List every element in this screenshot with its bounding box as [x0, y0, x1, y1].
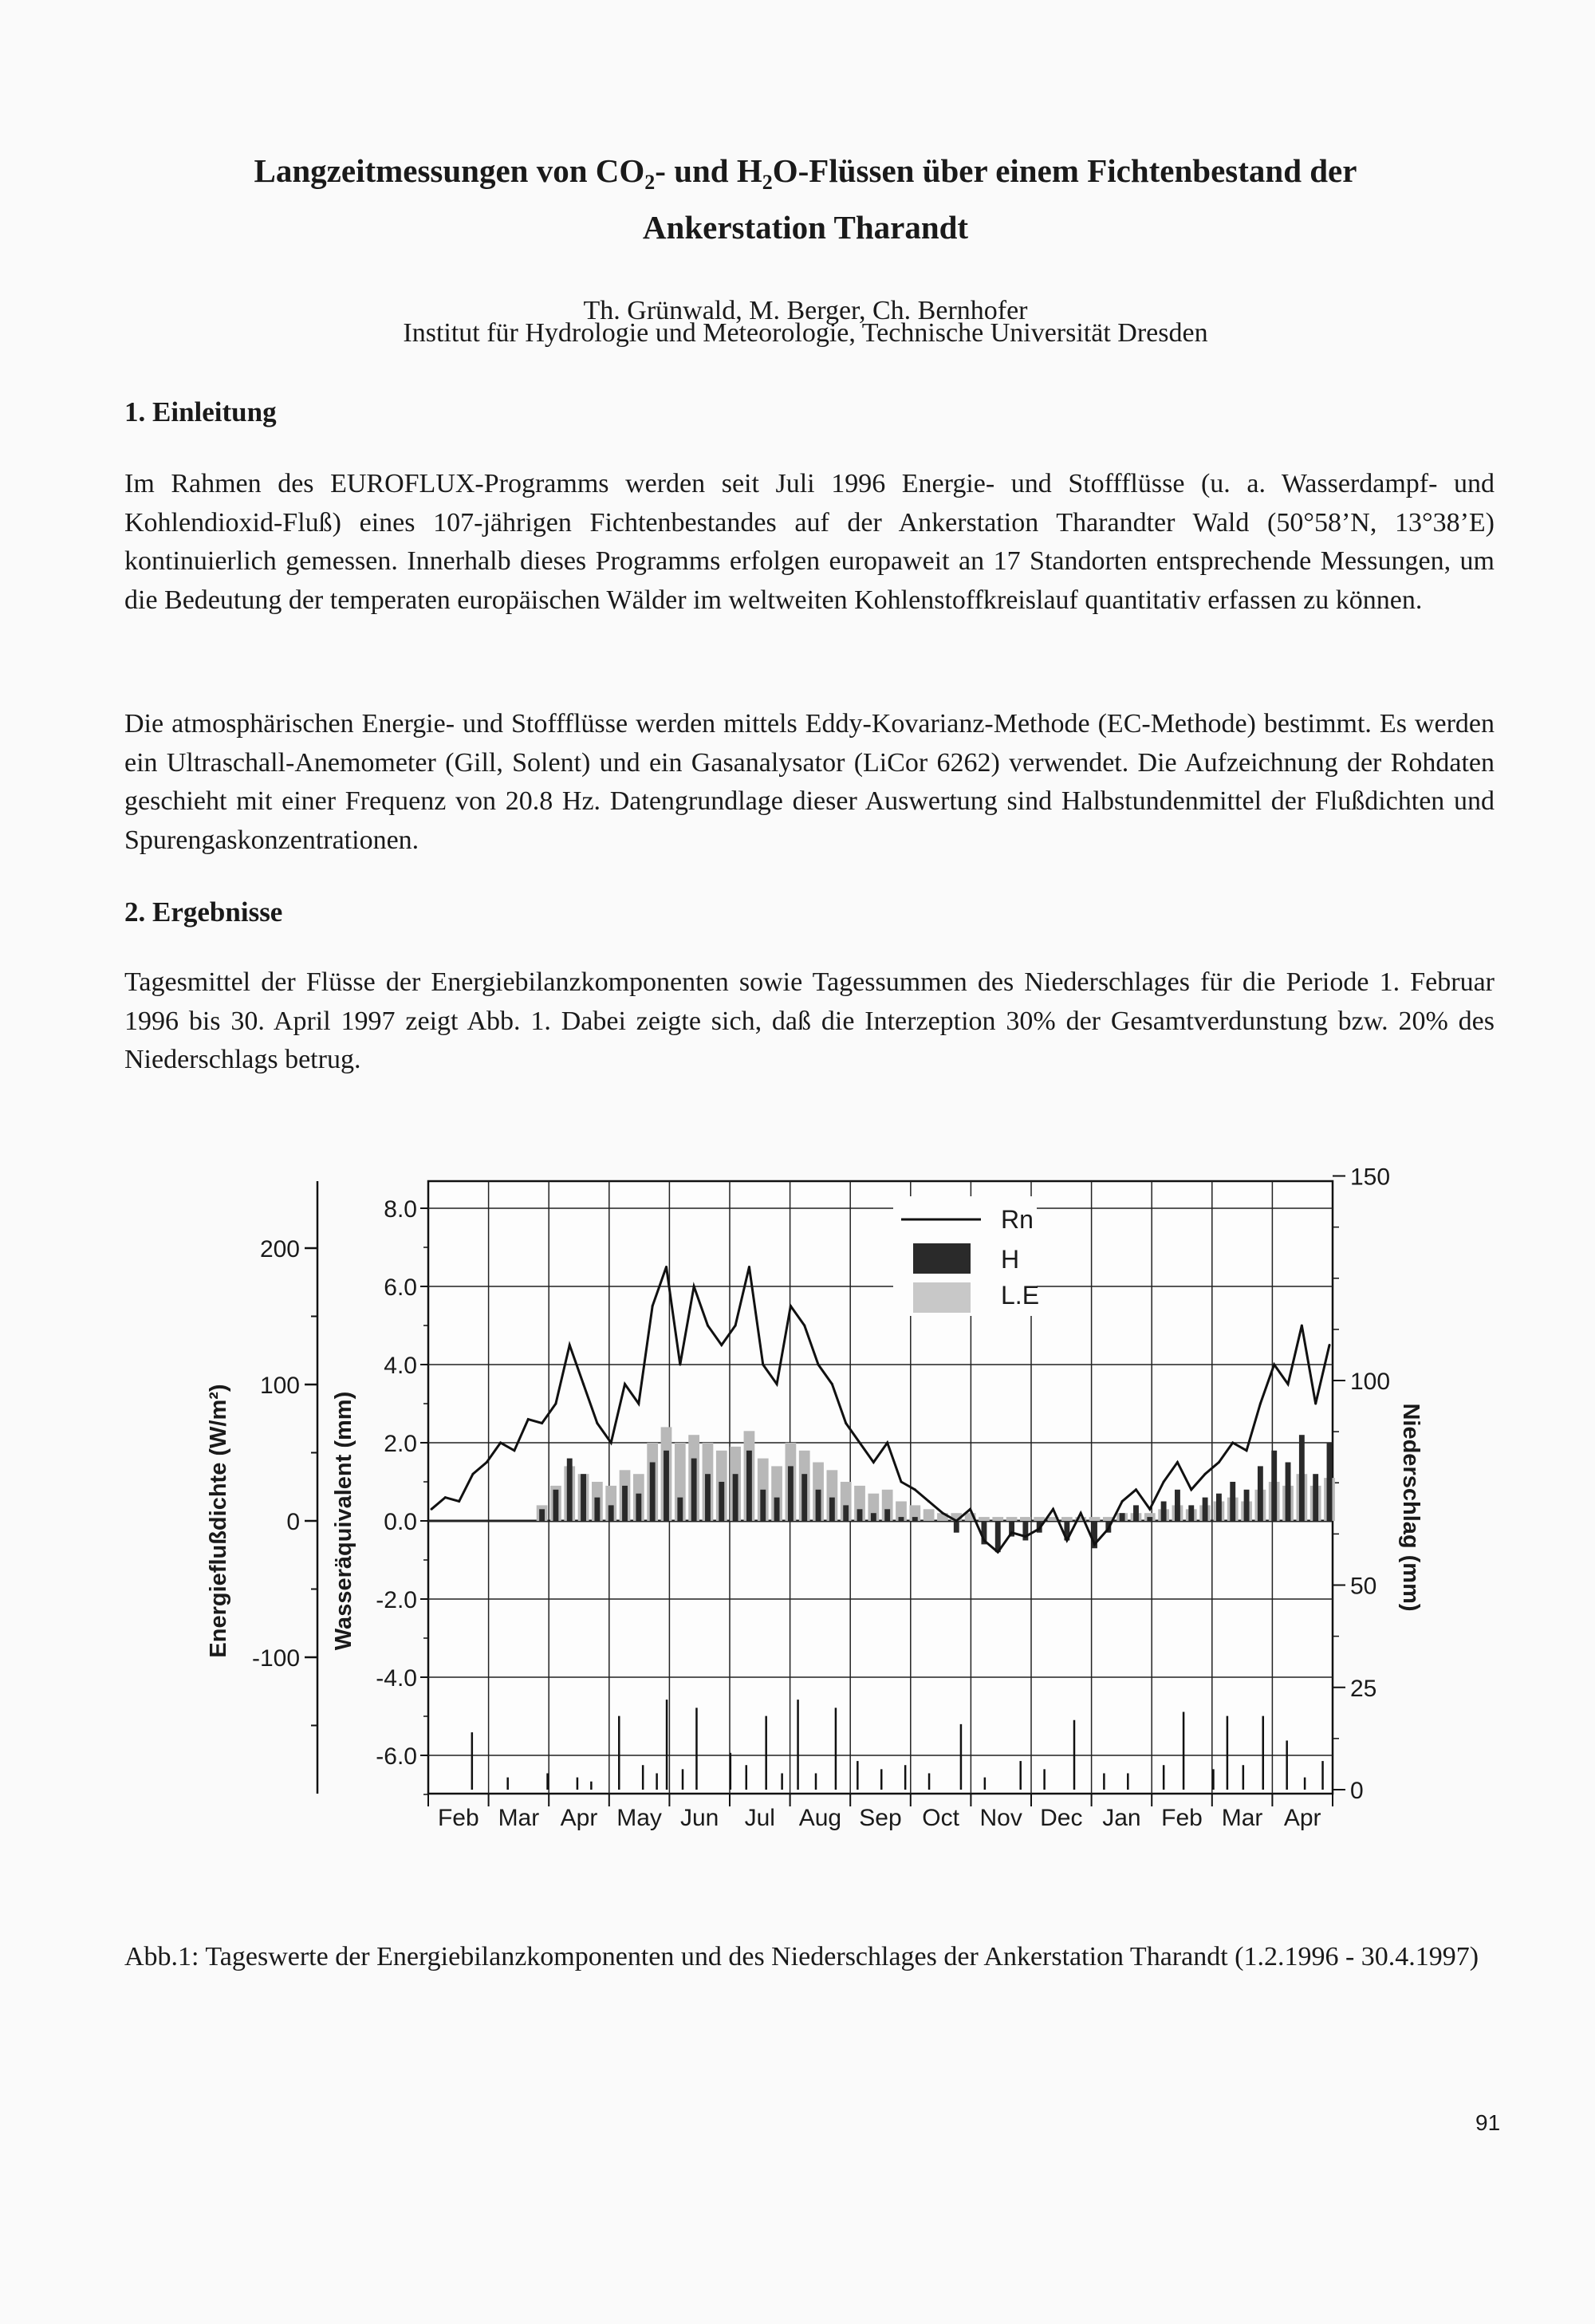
- bar-h: [843, 1505, 849, 1521]
- point-rn: [444, 1496, 447, 1499]
- section-heading-introduction: 1. Einleitung: [124, 396, 277, 427]
- point-rn: [790, 1305, 792, 1307]
- bar-h: [1258, 1466, 1263, 1521]
- point-rn: [554, 1403, 557, 1405]
- tick-label-right: 100: [1350, 1369, 1391, 1395]
- legend-swatch-h: [913, 1243, 971, 1274]
- legend-label: H: [1001, 1245, 1020, 1274]
- bar-h: [829, 1498, 835, 1521]
- paragraph-introduction-2: Die atmosphärischen Energie- und Stoffflüsse werden mittels Eddy-Kovarianz-Methode (EC-Methode) bestimmt. Es werden ein Ultraschall-Anemometer (Gill, Solent) und ein Gasanalysator (LiCor 6262) verwendet. Die Aufzeichnung der Rohdaten geschieht mit einer Frequenz von 20.8 Hz. Datengrundlage dieser Auswertung sind Halbstundenmittel der Flußdichten und Spurengaskonzentrationen.: [124, 709, 1495, 855]
- point-rn: [776, 1383, 778, 1385]
- bar-h: [1175, 1490, 1180, 1521]
- bar-h: [1133, 1505, 1139, 1521]
- bar-h: [884, 1509, 890, 1521]
- point-rn: [1163, 1481, 1165, 1483]
- point-rn: [1024, 1535, 1026, 1538]
- point-rn: [569, 1344, 571, 1346]
- bar-le: [979, 1517, 990, 1521]
- point-rn: [927, 1500, 930, 1503]
- bar-le: [1034, 1517, 1045, 1521]
- point-rn: [1190, 1488, 1192, 1491]
- point-rn: [707, 1325, 709, 1327]
- paragraph-results-1: Tagesmittel der Flüsse der Energiebilanzkomponenten sowie Tagessummen des Niederschlages für die Periode 1. Februar 1996 bis 30. April 1997 zeigt Abb. 1. Dabei zeigte sich, daß die Interzeption 30% der Gesamtverdunstung bzw. 20% des Niederschlags betrug.: [124, 967, 1495, 1074]
- title-line-1: Langzeitmessungen von $CO_2-$ und $H_2O$-Flüssen über einem Fichtenbestand der: [254, 152, 1357, 195]
- tick-label-left-inner: -6.0: [376, 1743, 417, 1770]
- point-rn: [955, 1520, 958, 1522]
- tick-label-month: Dec: [1040, 1805, 1083, 1831]
- bar-h: [760, 1490, 766, 1521]
- bar-h: [622, 1486, 628, 1521]
- bar-le: [1020, 1517, 1031, 1521]
- point-rn: [458, 1500, 460, 1503]
- point-rn: [803, 1325, 805, 1327]
- bar-h: [581, 1474, 586, 1521]
- point-rn: [1093, 1543, 1096, 1546]
- bar-h: [774, 1498, 780, 1521]
- bar-le: [924, 1509, 935, 1521]
- point-rn: [1052, 1508, 1054, 1511]
- tick-label-month: Aug: [798, 1805, 842, 1831]
- point-rn: [471, 1473, 474, 1475]
- point-rn: [914, 1488, 916, 1491]
- bar-h: [594, 1498, 600, 1521]
- point-rn: [679, 1364, 681, 1366]
- tick-label-left-inner: 0.0: [384, 1509, 417, 1535]
- figure-caption: Abb.1: Tageswerte der Energiebilanzkomponenten und des Niederschlages der Ankerstation Tharandt (1.2.1996 - 30.4.1997): [124, 1942, 1479, 1971]
- point-rn: [969, 1508, 971, 1511]
- point-rn: [1329, 1344, 1331, 1346]
- tick-label-left-inner: 8.0: [384, 1196, 417, 1223]
- section-heading-results: 2. Ergebnisse: [124, 896, 283, 928]
- bar-le: [992, 1517, 1003, 1521]
- point-rn: [431, 1508, 433, 1511]
- bar-h: [733, 1474, 738, 1521]
- bar-le: [1061, 1517, 1073, 1521]
- plot-frame: [428, 1181, 1333, 1794]
- bar-h: [788, 1466, 794, 1521]
- point-rn: [1231, 1442, 1234, 1444]
- point-rn: [1038, 1527, 1041, 1530]
- point-rn: [1301, 1325, 1303, 1327]
- legend-label: Rn: [1001, 1205, 1034, 1234]
- point-rn: [1065, 1539, 1068, 1542]
- tick-label-month: Feb: [1161, 1805, 1203, 1831]
- tick-label-right: 25: [1350, 1675, 1377, 1702]
- point-rn: [1080, 1512, 1082, 1515]
- point-rn: [541, 1422, 543, 1424]
- tick-label-energy: 100: [259, 1373, 300, 1399]
- bar-h: [1216, 1494, 1222, 1521]
- point-rn: [1246, 1449, 1248, 1452]
- tick-label-right: 0: [1350, 1778, 1364, 1804]
- point-rn: [734, 1325, 737, 1327]
- point-rn: [941, 1512, 943, 1515]
- point-rn: [1314, 1403, 1317, 1405]
- point-rn: [997, 1551, 999, 1554]
- point-rn: [1010, 1531, 1013, 1534]
- point-rn: [1204, 1473, 1207, 1475]
- tick-label-energy: 0: [286, 1509, 300, 1535]
- bar-h: [857, 1509, 863, 1521]
- point-rn: [637, 1403, 640, 1405]
- point-rn: [886, 1442, 888, 1444]
- point-rn: [486, 1461, 488, 1463]
- point-rn: [513, 1449, 515, 1452]
- point-rn: [900, 1481, 902, 1483]
- bar-h: [650, 1463, 656, 1522]
- tick-label-month: Mar: [498, 1805, 540, 1831]
- bar-h: [539, 1509, 545, 1521]
- point-rn: [527, 1418, 530, 1420]
- tick-label-month: Jan: [1102, 1805, 1141, 1831]
- bar-h: [871, 1513, 876, 1521]
- paragraph-introduction-1: Im Rahmen des EUROFLUX-Programms werden seit Juli 1996 Energie- und Stoffflüsse (u. a. Wasserdampf- und Kohlendioxid-Fluß) eines 107-jährigen Fichtenbestandes auf der Ankerstation Tharandter Wald (50°58’N, 13°38’E) kontinuierlich gemessen. Innerhalb dieses Programms erfolgen europaweit an 17 Standorten entsprechende Messungen, um die Bedeutung der temperaten europäischen Wälder im weltweiten Kohlenstoffkreislauf quantitativ erfassen zu können.: [124, 469, 1495, 615]
- affiliation: Institut für Hydrologie und Meteorologie, Technische Universität Dresden: [403, 318, 1208, 348]
- page-number: 91: [1475, 2110, 1501, 2135]
- point-rn: [859, 1442, 861, 1444]
- point-rn: [1148, 1508, 1151, 1511]
- bar-h: [719, 1482, 724, 1521]
- bar-h: [1327, 1443, 1333, 1521]
- point-rn: [1107, 1527, 1109, 1530]
- bar-h: [1188, 1505, 1194, 1521]
- bar-h: [899, 1517, 904, 1521]
- bar-le: [1006, 1517, 1018, 1521]
- tick-label-month: Jun: [680, 1805, 719, 1831]
- point-rn: [1287, 1383, 1290, 1385]
- bar-h: [608, 1505, 614, 1521]
- point-rn: [1176, 1461, 1179, 1463]
- bar-h: [1147, 1517, 1152, 1521]
- point-rn: [596, 1422, 598, 1424]
- axis-label-energy: Energieflußdichte (W/m²): [206, 1384, 231, 1658]
- tick-label-month: Mar: [1221, 1805, 1263, 1831]
- bar-h: [1161, 1502, 1167, 1522]
- tick-label-energy: -100: [251, 1645, 300, 1672]
- bar-h: [912, 1517, 918, 1521]
- bar-h: [1120, 1513, 1125, 1521]
- tick-label-month: Nov: [979, 1805, 1022, 1831]
- point-rn: [1218, 1461, 1220, 1463]
- bar-h: [746, 1451, 752, 1521]
- point-rn: [762, 1364, 764, 1366]
- title-line-2: Ankerstation Tharandt: [642, 209, 969, 246]
- bar-h: [1313, 1474, 1318, 1521]
- bar-h: [954, 1521, 959, 1533]
- tick-label-month: Jul: [744, 1805, 775, 1831]
- tick-label-month: Apr: [1283, 1805, 1321, 1831]
- point-rn: [1121, 1500, 1124, 1503]
- bar-h: [816, 1490, 821, 1521]
- axis-label-precipitation: Niederschlag (mm): [1398, 1403, 1424, 1612]
- paper-title: [120, 148, 1491, 250]
- tick-label-right: 150: [1350, 1164, 1391, 1191]
- bar-h: [801, 1474, 807, 1521]
- bar-h: [1271, 1451, 1277, 1521]
- bar-h: [1230, 1482, 1235, 1521]
- bar-h: [664, 1451, 669, 1521]
- legend-swatch-le: [913, 1282, 971, 1313]
- axis-label-water: Wasseräquivalent (mm): [331, 1391, 356, 1651]
- bar-h: [567, 1459, 573, 1521]
- tick-label-month: May: [616, 1805, 662, 1831]
- energy-balance-chart: [199, 1148, 1436, 1866]
- bar-h: [1203, 1498, 1208, 1521]
- point-rn: [1259, 1403, 1262, 1405]
- bar-h: [1299, 1435, 1305, 1521]
- tick-label-month: Feb: [437, 1805, 479, 1831]
- bar-h: [1286, 1463, 1291, 1522]
- point-rn: [610, 1442, 612, 1444]
- bar-h: [677, 1498, 683, 1521]
- point-rn: [499, 1442, 502, 1444]
- tick-label-month: Sep: [859, 1805, 902, 1831]
- bar-le: [1089, 1517, 1101, 1521]
- point-rn: [624, 1383, 626, 1385]
- point-rn: [845, 1422, 847, 1424]
- bar-h: [705, 1474, 711, 1521]
- tick-label-month: Oct: [922, 1805, 959, 1831]
- point-rn: [983, 1539, 985, 1542]
- bar-h: [553, 1490, 558, 1521]
- chart-legend: [893, 1196, 1039, 1316]
- tick-label-left-inner: 2.0: [384, 1431, 417, 1457]
- tick-label-month: Apr: [560, 1805, 598, 1831]
- point-rn: [831, 1383, 833, 1385]
- bar-h: [1244, 1490, 1250, 1521]
- tick-label-left-inner: -4.0: [376, 1665, 417, 1692]
- bar-h: [636, 1494, 641, 1521]
- tick-label-energy: 200: [259, 1236, 300, 1262]
- point-rn: [652, 1305, 654, 1307]
- point-rn: [872, 1461, 875, 1463]
- tick-label-left-inner: 4.0: [384, 1353, 417, 1379]
- point-rn: [1273, 1364, 1275, 1366]
- authors: Th. Grünwald, M. Berger, Ch. Bernhofer: [583, 296, 1028, 325]
- tick-label-left-inner: -2.0: [376, 1587, 417, 1613]
- point-rn: [720, 1344, 723, 1346]
- legend-label: L.E: [1001, 1281, 1040, 1310]
- bar-h: [691, 1459, 697, 1521]
- tick-label-left-inner: 6.0: [384, 1274, 417, 1301]
- point-rn: [693, 1286, 695, 1288]
- point-rn: [817, 1364, 820, 1366]
- point-rn: [582, 1383, 585, 1385]
- tick-label-right: 50: [1350, 1573, 1377, 1600]
- point-rn: [1135, 1488, 1137, 1491]
- point-rn: [748, 1266, 750, 1268]
- point-rn: [665, 1266, 668, 1268]
